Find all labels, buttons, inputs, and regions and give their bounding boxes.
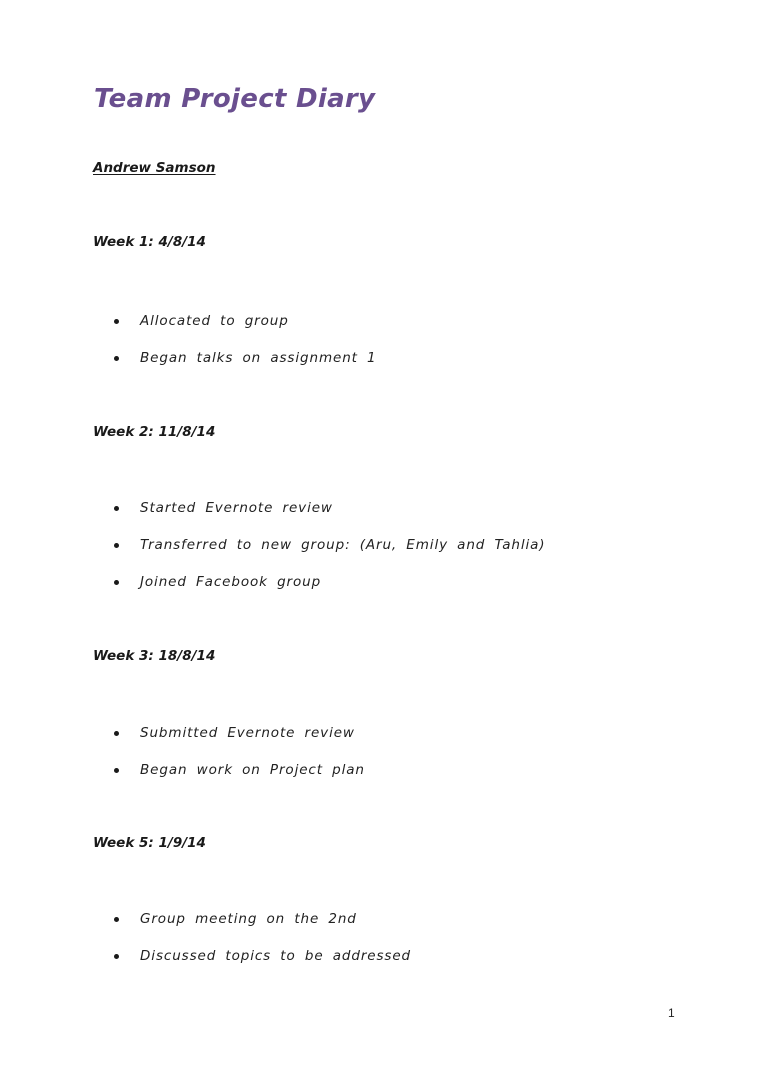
list-item <box>114 535 545 555</box>
bullet-icon <box>114 506 119 511</box>
list-item <box>114 498 333 518</box>
bullet-icon <box>114 319 119 324</box>
list-item-text: Discussed topics to be addressed <box>140 948 412 964</box>
list-item-text: Transferred to new group: (Aru, Emily and Tahlia) <box>140 537 546 553</box>
list-item-text: Allocated to group <box>140 313 289 329</box>
bullet-icon <box>114 580 119 585</box>
bullet-icon <box>114 768 119 773</box>
bullet-icon <box>114 543 119 548</box>
list-item-text: Began talks on assignment 1 <box>140 350 377 366</box>
list-item <box>114 909 357 929</box>
page-number: 1 <box>668 1006 675 1020</box>
list-item <box>114 311 289 331</box>
week-heading: Week 2: 11/8/14 <box>93 424 216 440</box>
bullet-icon <box>114 731 119 736</box>
bullet-icon <box>114 356 119 361</box>
list-item-text: Joined Facebook group <box>140 574 322 590</box>
list-item <box>114 760 365 780</box>
list-item <box>114 572 321 592</box>
list-item <box>114 348 377 368</box>
list-item-text: Group meeting on the 2nd <box>140 911 357 927</box>
author-name: Andrew Samson <box>93 160 216 176</box>
bullet-icon <box>114 954 119 959</box>
list-item-text: Began work on Project plan <box>140 762 365 778</box>
list-item-text: Started Evernote review <box>140 500 333 516</box>
list-item <box>114 946 411 966</box>
bullet-icon <box>114 917 119 922</box>
list-item <box>114 723 355 743</box>
week-heading: Week 5: 1/9/14 <box>93 835 206 851</box>
list-item-text: Submitted Evernote review <box>140 725 355 741</box>
week-heading: Week 1: 4/8/14 <box>93 234 206 250</box>
week-heading: Week 3: 18/8/14 <box>93 648 216 664</box>
document-title: Team Project Diary <box>94 84 376 114</box>
